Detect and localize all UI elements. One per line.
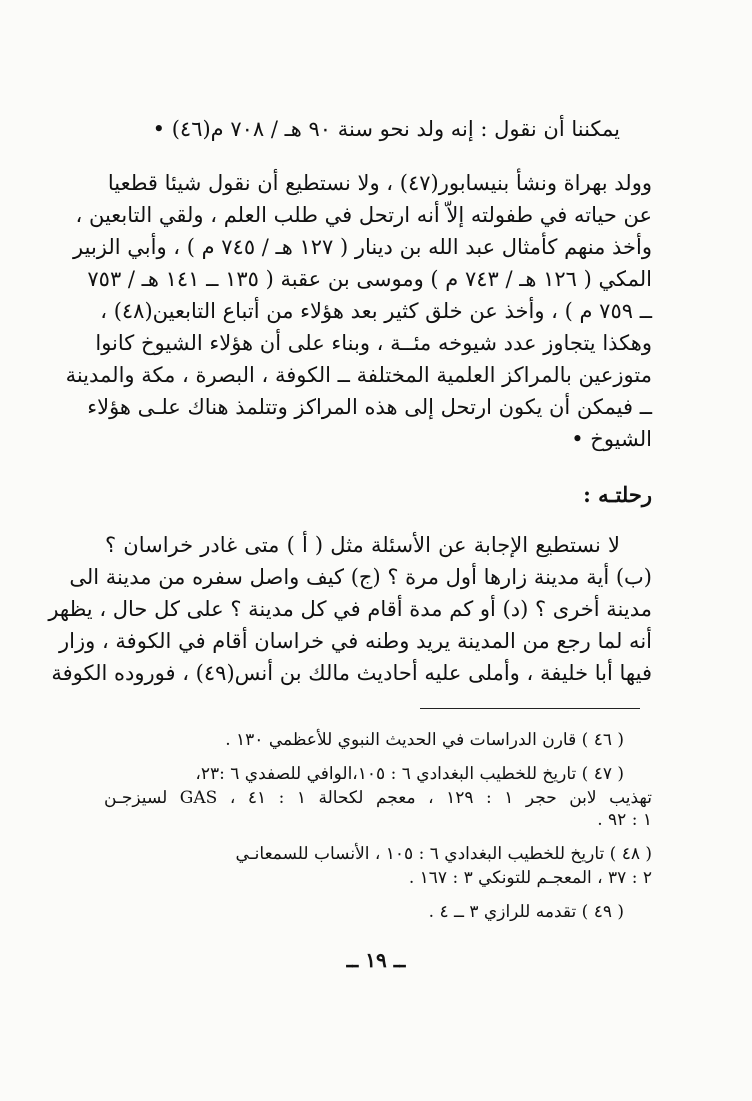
text-line: (ب) أية مدينة زارها أول مرة ؟ (ج) كيف واصل سفره من مدينة الى bbox=[69, 565, 652, 589]
text-line: ــ فيمكن أن يكون ارتحل إلى هذه المراكز وتتلمذ هناك علـى هؤلاء bbox=[87, 395, 652, 419]
text-line: المكي ( ١٢٦ هـ / ٧٤٣ م ) وموسى بن عقبة ( ١٣٥ ــ ١٤١ هـ / ٧٥٣ bbox=[87, 267, 652, 291]
text-line: الشيوخ • bbox=[571, 427, 652, 451]
text-line: عن حياته في طفولته إلاّ أنه ارتحل في طلب العلم ، ولقي التابعين ، bbox=[75, 203, 652, 227]
text-line: وولد بهراة ونشأ بنيسابور(٤٧) ، ولا نستطيع أن نقول شيئا قطعيا bbox=[107, 171, 652, 195]
footnote-49: ( ٤٩ ) تقدمه للرازي ٣ ــ ٤ . bbox=[428, 902, 624, 922]
footnote-47-cont: ١ : ٩٢ . bbox=[597, 810, 652, 830]
page-number: ــ ١٩ ــ bbox=[346, 948, 406, 972]
footnote-46: ( ٤٦ ) قارن الدراسات في الحديث النبوي للأعظمي ١٣٠ . bbox=[225, 730, 624, 750]
text-line: وهكذا يتجاوز عدد شيوخه مئــة ، وبناء على أن هؤلاء الشيوخ كانوا bbox=[95, 331, 652, 355]
text-line: ــ ٧٥٩ م ) ، وأخذ عن خلق كثير بعد هؤلاء من أتباع التابعين(٤٨) ، bbox=[100, 299, 652, 323]
text-line: وأخذ منهم كأمثال عبد الله بن دينار ( ١٢٧ هـ / ٧٤٥ م ) ، وأبي الزبير bbox=[73, 235, 652, 259]
text-line: متوزعين بالمراكز العلمية المختلفة ــ الكوفة ، البصرة ، مكة والمدينة bbox=[65, 363, 652, 387]
opening-line: يمكننا أن نقول : إنه ولد نحو سنة ٩٠ هـ / ٧٠٨ م(٤٦) • bbox=[152, 117, 620, 141]
footnote-48-cont: ٢ : ٣٧ ، المعجـم للتونكي ٣ : ١٦٧ . bbox=[408, 868, 652, 888]
footnote-47-cont: تهذيب لابن حجر ١ : ١٢٩ ، معجم لكحالة ١ : ٤١ ، GAS لسيزجـن bbox=[104, 788, 652, 808]
footnote-separator bbox=[420, 708, 640, 709]
text-line: مدينة أخرى ؟ (د) أو كم مدة أقام في كل مدينة ؟ على كل حال ، يظهر bbox=[48, 597, 652, 621]
footnote-48: ( ٤٨ ) تاريخ للخطيب البغدادي ٦ : ١٠٥ ، الأنساب للسمعانـي bbox=[235, 844, 652, 864]
text-line: لا نستطيع الإجابة عن الأسئلة مثل ( أ ) متى غادر خراسان ؟ bbox=[105, 533, 620, 557]
footnote-47: ( ٤٧ ) تاريخ للخطيب البغدادي ٦ : ١٠٥،الوافي للصفدي ٦ :٢٣، bbox=[195, 764, 624, 784]
section-heading: رحلتـه : bbox=[583, 482, 652, 507]
text-line: فيها أبا خليفة ، وأملى عليه أحاديث مالك بن أنس(٤٩) ، فوروده الكوفة bbox=[51, 661, 652, 685]
text-line: أنه لما رجع من المدينة يريد وطنه في خراسان أقام في الكوفة ، وزار bbox=[59, 629, 652, 653]
